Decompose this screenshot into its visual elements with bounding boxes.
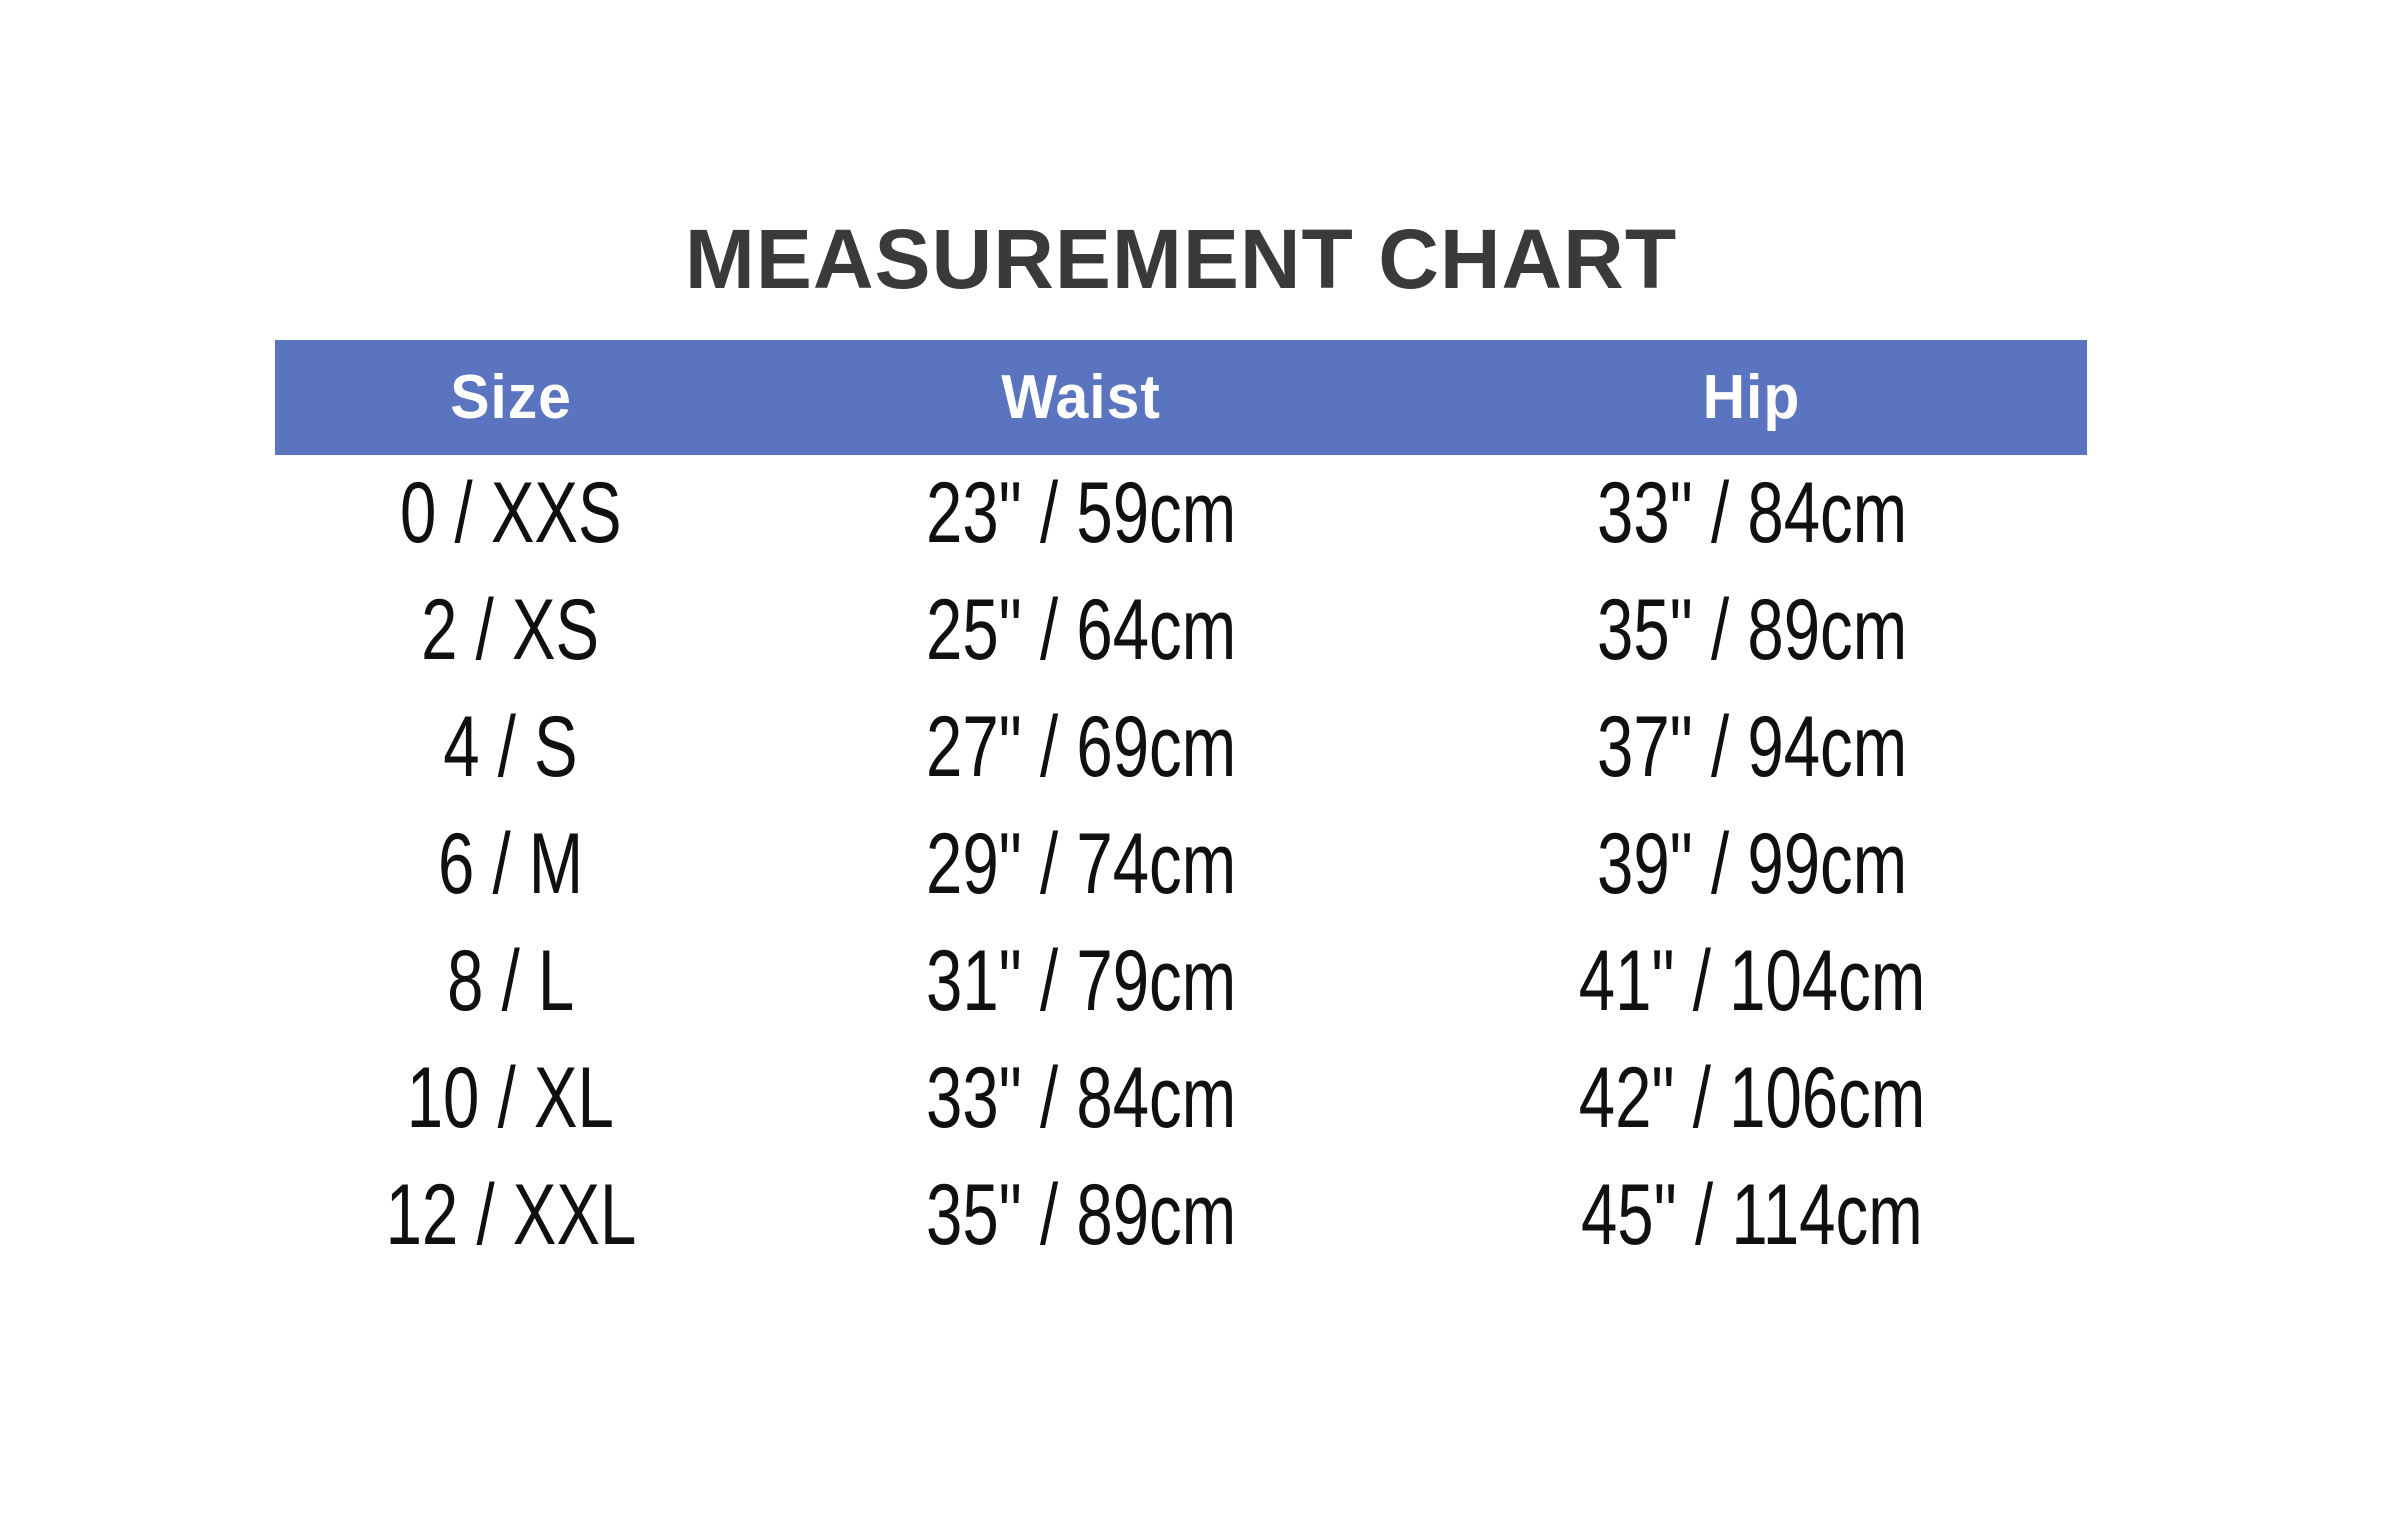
size-value: 2 / XS	[421, 582, 600, 678]
hip-value: 33" / 84cm	[1596, 465, 1907, 561]
size-value: 8 / L	[446, 933, 575, 1029]
cell-size	[275, 1166, 746, 1265]
cell-hip	[1417, 698, 2087, 797]
waist-value: 31" / 79cm	[926, 933, 1237, 1029]
header-label-waist: Waist	[1001, 363, 1162, 432]
cell-hip	[1417, 815, 2087, 914]
cell-waist	[746, 698, 1416, 797]
hip-value: 45" / 114cm	[1580, 1167, 1923, 1263]
cell-waist	[746, 815, 1416, 914]
cell-hip	[1417, 581, 2087, 680]
header-cell-waist	[746, 362, 1416, 433]
hip-value: 41" / 104cm	[1578, 933, 1926, 1029]
cell-size	[275, 464, 746, 563]
waist-value: 27" / 69cm	[926, 699, 1237, 795]
waist-value: 33" / 84cm	[926, 1050, 1237, 1146]
cell-waist	[746, 932, 1416, 1031]
cell-hip	[1417, 1166, 2087, 1265]
cell-waist	[746, 464, 1416, 563]
size-value: 12 / XXL	[385, 1167, 636, 1263]
header-label-size: Size	[449, 363, 572, 432]
cell-size	[275, 932, 746, 1031]
cell-size	[275, 1049, 746, 1148]
size-value: 6 / M	[437, 816, 584, 912]
table-row	[275, 572, 2087, 689]
cell-hip	[1417, 932, 2087, 1031]
header-cell-hip	[1417, 362, 2087, 433]
waist-value: 29" / 74cm	[926, 816, 1237, 912]
table-row	[275, 806, 2087, 923]
waist-value: 25" / 64cm	[926, 582, 1237, 678]
hip-value: 35" / 89cm	[1596, 582, 1907, 678]
waist-value: 35" / 89cm	[926, 1167, 1237, 1263]
hip-value: 37" / 94cm	[1596, 699, 1907, 795]
cell-waist	[746, 1049, 1416, 1148]
table-row	[275, 1157, 2087, 1274]
header-label-hip: Hip	[1702, 363, 1801, 432]
cell-waist	[746, 581, 1416, 680]
table-row	[275, 689, 2087, 806]
hip-value: 39" / 99cm	[1596, 816, 1907, 912]
size-value: 4 / S	[443, 699, 578, 795]
cell-waist	[746, 1166, 1416, 1265]
measurement-table	[275, 340, 2087, 1274]
cell-size	[275, 815, 746, 914]
table-header-row	[275, 340, 2087, 455]
cell-size	[275, 581, 746, 680]
header-cell-size	[275, 362, 746, 433]
hip-value: 42" / 106cm	[1578, 1050, 1926, 1146]
cell-size	[275, 698, 746, 797]
size-value: 0 / XXS	[399, 465, 622, 561]
table-row	[275, 1040, 2087, 1157]
table-row	[275, 455, 2087, 572]
page-title: MEASUREMENT CHART	[684, 212, 1678, 306]
cell-hip	[1417, 1049, 2087, 1148]
cell-hip	[1417, 464, 2087, 563]
table-row	[275, 923, 2087, 1040]
size-value: 10 / XL	[406, 1050, 615, 1146]
waist-value: 23" / 59cm	[926, 465, 1237, 561]
